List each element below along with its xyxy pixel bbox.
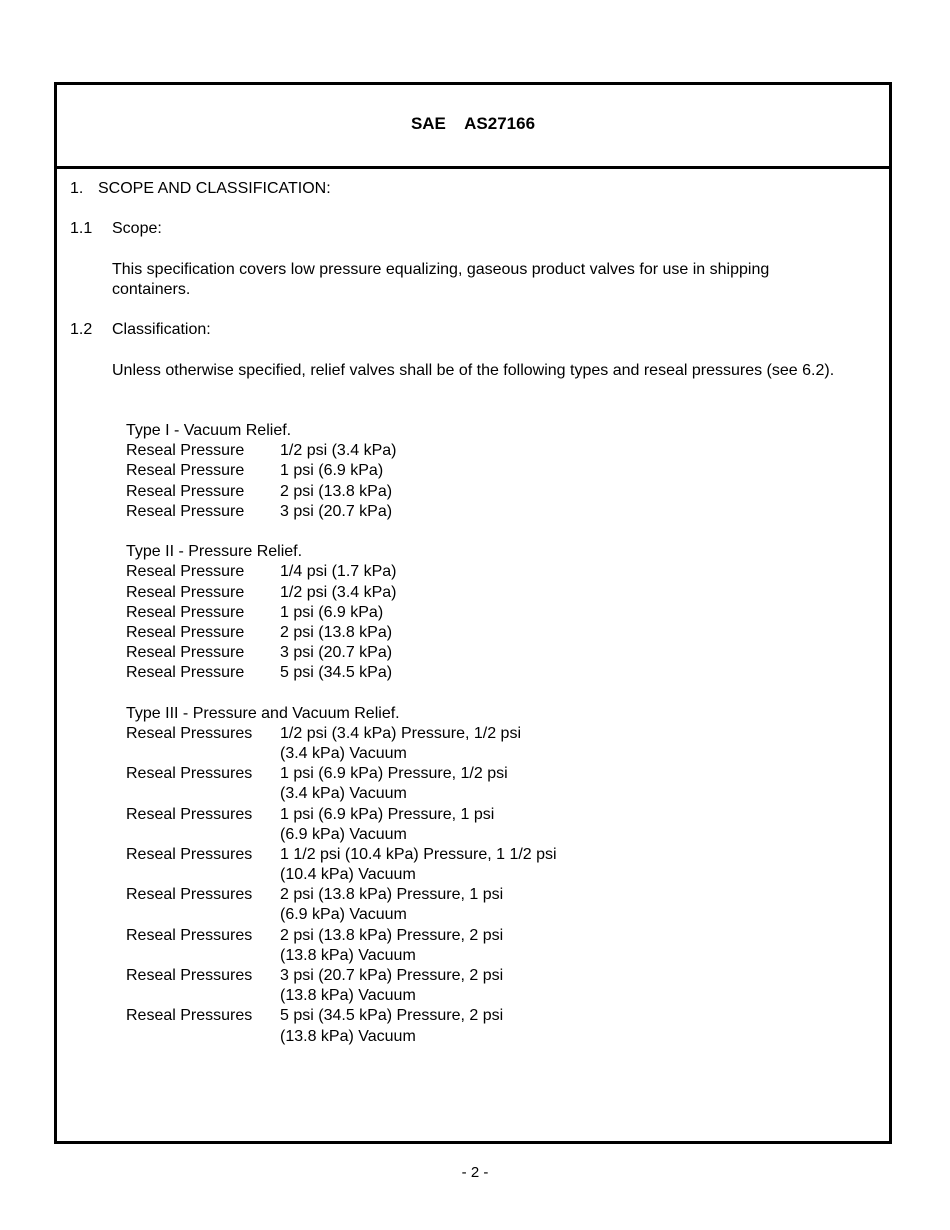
row-value: 1 psi (6.9 kPa) — [280, 604, 384, 621]
row-value-line2: (13.8 kPa) Vacuum — [280, 1028, 416, 1045]
row-label: Reseal Pressures — [126, 1007, 253, 1024]
row-value: 2 psi (13.8 kPa) — [280, 483, 393, 500]
document-frame — [54, 82, 892, 1144]
subsection-number: 1.1 — [70, 220, 93, 237]
row-value-line1: 1 psi (6.9 kPa) Pressure, 1 psi — [280, 806, 495, 823]
type-heading: Type I - Vacuum Relief. — [126, 422, 292, 439]
scope-paragraph: This specification covers low pressure equalizing, gaseous product valves for use in shipping containers. — [112, 261, 770, 298]
row-label: Reseal Pressures — [126, 765, 253, 782]
type-heading: Type II - Pressure Relief. — [126, 543, 303, 560]
row-value: 3 psi (20.7 kPa) — [280, 644, 393, 661]
row-value-line2: (6.9 kPa) Vacuum — [280, 826, 407, 843]
row-value-line1: 5 psi (34.5 kPa) Pressure, 2 psi — [280, 1007, 504, 1024]
row-label: Reseal Pressures — [126, 967, 253, 984]
page-number: - 2 - — [461, 1164, 489, 1181]
row-value-line1: 1 psi (6.9 kPa) Pressure, 1/2 psi — [280, 765, 508, 782]
document-title: SAE AS27166 — [410, 114, 536, 133]
row-label: Reseal Pressure — [126, 563, 245, 580]
section-heading: SCOPE AND CLASSIFICATION: — [98, 180, 331, 197]
row-label: Reseal Pressure — [126, 604, 245, 621]
row-label: Reseal Pressures — [126, 927, 253, 944]
row-value-line1: 1 1/2 psi (10.4 kPa) Pressure, 1 1/2 psi — [280, 846, 557, 863]
row-label: Reseal Pressure — [126, 664, 245, 681]
row-value: 1/4 psi (1.7 kPa) — [280, 563, 397, 580]
type-heading: Type III - Pressure and Vacuum Relief. — [126, 705, 400, 722]
subsection-heading: Scope: — [112, 220, 162, 237]
row-label: Reseal Pressures — [126, 806, 253, 823]
row-label: Reseal Pressures — [126, 725, 253, 742]
row-value: 1/2 psi (3.4 kPa) — [280, 584, 397, 601]
row-label: Reseal Pressure — [126, 483, 245, 500]
row-label: Reseal Pressure — [126, 442, 245, 459]
row-value-line2: (13.8 kPa) Vacuum — [280, 947, 416, 964]
row-value-line2: (13.8 kPa) Vacuum — [280, 987, 416, 1004]
row-label: Reseal Pressures — [126, 886, 253, 903]
document-header — [57, 85, 889, 169]
row-value: 2 psi (13.8 kPa) — [280, 624, 393, 641]
subsection-heading: Classification: — [112, 321, 211, 338]
row-value-line2: (10.4 kPa) Vacuum — [280, 866, 416, 883]
row-value: 1 psi (6.9 kPa) — [280, 462, 384, 479]
row-value: 1/2 psi (3.4 kPa) — [280, 442, 397, 459]
row-label: Reseal Pressure — [126, 503, 245, 520]
section-number: 1. — [70, 180, 84, 197]
row-value-line1: 3 psi (20.7 kPa) Pressure, 2 psi — [280, 967, 504, 984]
row-label: Reseal Pressure — [126, 462, 245, 479]
classification-paragraph: Unless otherwise specified, relief valves shall be of the following types and reseal pressures (see 6.2). — [112, 362, 835, 379]
row-value-line1: 2 psi (13.8 kPa) Pressure, 1 psi — [280, 886, 504, 903]
row-value-line2: (3.4 kPa) Vacuum — [280, 745, 407, 762]
row-label: Reseal Pressure — [126, 584, 245, 601]
row-label: Reseal Pressure — [126, 624, 245, 641]
row-value: 3 psi (20.7 kPa) — [280, 503, 393, 520]
row-label: Reseal Pressure — [126, 644, 245, 661]
row-value-line2: (3.4 kPa) Vacuum — [280, 785, 407, 802]
subsection-number: 1.2 — [70, 321, 93, 338]
document-body — [57, 169, 889, 1141]
row-value: 5 psi (34.5 kPa) — [280, 664, 393, 681]
row-value-line1: 1/2 psi (3.4 kPa) Pressure, 1/2 psi — [280, 725, 521, 742]
row-label: Reseal Pressures — [126, 846, 253, 863]
row-value-line2: (6.9 kPa) Vacuum — [280, 906, 407, 923]
row-value-line1: 2 psi (13.8 kPa) Pressure, 2 psi — [280, 927, 504, 944]
